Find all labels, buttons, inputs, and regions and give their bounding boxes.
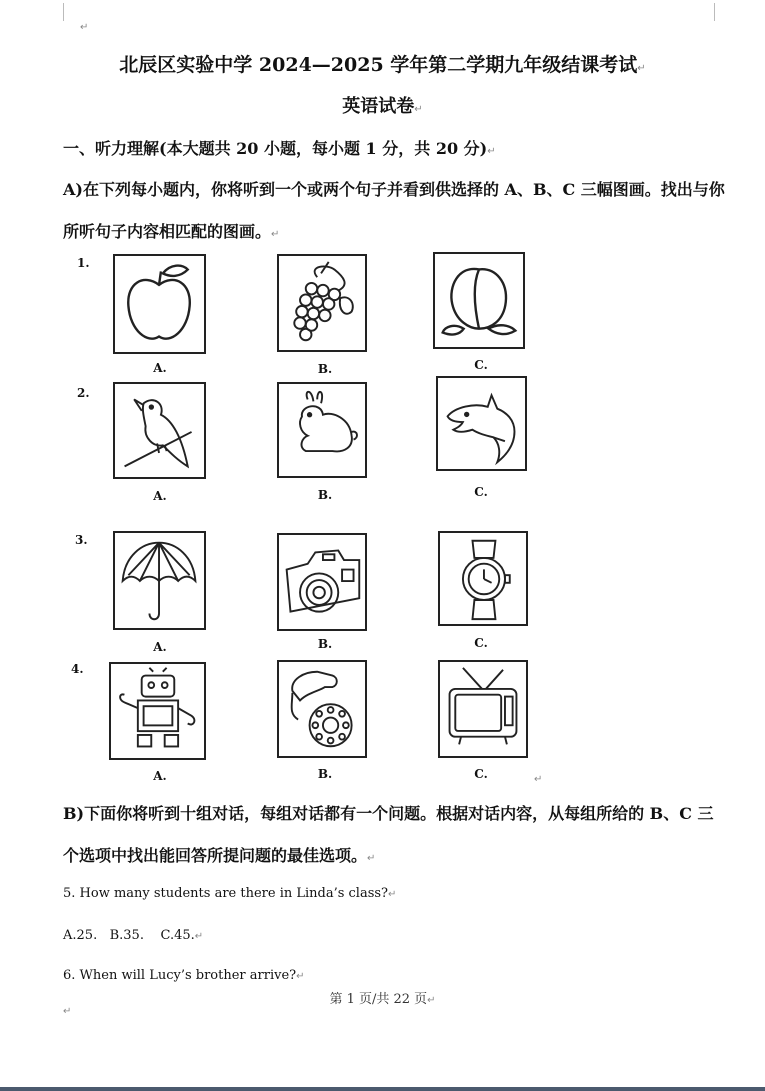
page-footer: 第 1 页/共 22 页↵	[329, 992, 436, 1007]
dolphin-icon	[436, 376, 527, 471]
question-number: 3.	[75, 533, 88, 547]
bird-icon	[113, 382, 206, 479]
option-letter: A.	[153, 489, 167, 503]
page-subtitle: 英语试卷↵	[342, 96, 423, 117]
question-6: 6. When will Lucy’s brother arrive?↵	[63, 968, 305, 983]
window-bottom-edge	[0, 1087, 765, 1091]
question-number: 4.	[71, 662, 84, 676]
paragraph-mark: ↵	[534, 774, 543, 785]
robot-icon	[109, 662, 206, 760]
question-5: 5. How many students are there in Linda’s class?↵	[63, 886, 397, 901]
question-number: 2.	[77, 386, 90, 400]
telephone-icon	[277, 660, 367, 758]
option-letter: B.	[317, 488, 333, 502]
option-letter: C.	[474, 636, 488, 650]
margin-corner-right	[714, 3, 715, 21]
option-letter: A.	[153, 361, 167, 375]
watch-icon	[438, 531, 528, 626]
option-letter: A.	[153, 640, 167, 654]
option-letter: B.	[317, 767, 333, 781]
section-heading: 一、听力理解(本大题共 20 小题，每小题 1 分，共 20 分)↵	[63, 139, 496, 158]
part-b-instruction-line1: B)下面你将听到十组对话，每组对话都有一个问题。根据对话内容，从每组所给的 B、C 三	[63, 804, 714, 823]
umbrella-icon	[113, 531, 206, 630]
question-5-options: A.25. B.35. C.45.↵	[63, 928, 204, 943]
paragraph-mark: ↵	[63, 1006, 72, 1017]
option-letter: B.	[317, 637, 333, 651]
paragraph-mark: ↵	[80, 22, 89, 33]
option-letter: B.	[317, 362, 333, 376]
option-letter: C.	[474, 767, 488, 781]
rabbit-icon	[277, 382, 367, 478]
part-b-instruction-line2: 个选项中找出能回答所提问题的最佳选项。↵	[63, 846, 376, 865]
margin-corner-left	[63, 3, 64, 21]
camera-icon	[277, 533, 367, 631]
page-title: 北辰区实验中学 2024—2025 学年第二学期九年级结课考试↵	[119, 54, 646, 76]
peach-icon	[433, 252, 525, 349]
question-number: 1.	[77, 256, 90, 270]
option-letter: A.	[153, 769, 167, 783]
option-letter: C.	[474, 358, 488, 372]
part-a-instruction-line1: A)在下列每小题内，你将听到一个或两个句子并看到供选择的 A、B、C 三幅图画。找出与你	[63, 180, 725, 199]
tv-icon	[438, 660, 528, 758]
part-a-instruction-line2: 所听句子内容相匹配的图画。↵	[63, 222, 280, 241]
option-letter: C.	[474, 485, 488, 499]
grapes-icon	[277, 254, 367, 352]
apple-icon	[113, 254, 206, 354]
